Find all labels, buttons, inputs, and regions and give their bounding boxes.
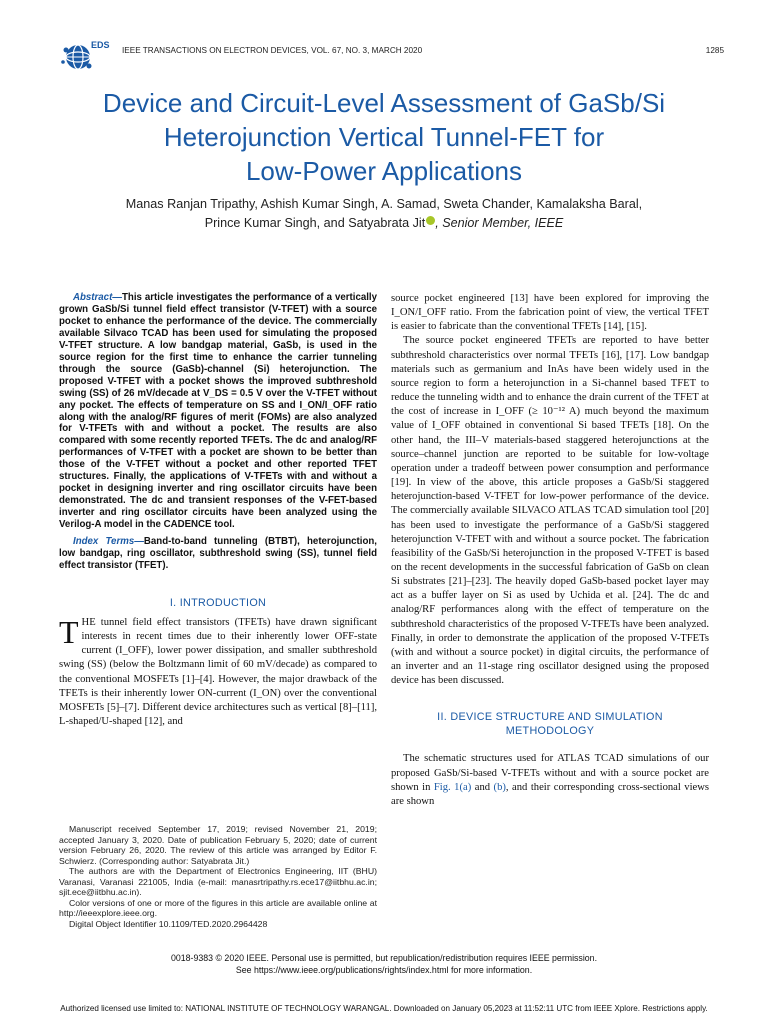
footnote-color: Color versions of one or more of the figures in this article are available online at http://ieeexplore.ieee.org. <box>59 897 377 918</box>
right-paragraph-1: source pocket engineered [13] have been explored for improving the I_ON/I_OFF ratio. From the fabrication point of view, the vertical TFET is easier to fabricate than the conventional TFETs [14], [15]. <box>391 293 709 333</box>
figure-link-1b[interactable]: (b) <box>493 781 506 793</box>
right-column <box>391 292 709 809</box>
authors-line-2 <box>0 214 768 233</box>
paper-title: Device and Circuit-Level Assessment of GaSb/Si Heterojunction Vertical Tunnel-FET for Low-Power Applications <box>102 88 666 186</box>
abstract-text: This article investigates the performance of a vertically grown GaSb/Si tunnel field effect transistor (V-TFET) with a source pocket to enhance the performance of the device. The commercially available Silvaco TCAD has been used for simulating the proposed V-TFET structure. A low bandgap material, GaSb, is used in the source region for the first time to enhance the carrier tunneling through the source (GaSb)-channel (Si) heterojunction. The proposed V-TFET with a pocket shows the improved subthreshold swing (SS) of 26 mV/decade at V_DS = 0.5 V over the V-TFET without any pocket. The effects of temperature on SS and I_ON/I_OFF ratio along with the analog/RF figures of merit (FOMs) are also analyzed for V-TFETs with and without a pocket. The results are also compared with some recently reported TFETs. The dc and analog/RF performances of V-TFET with a pocket are shown to be better than those of the V-TFET without a pocket and other reported TFET structures. Finally, the applications of V-TFETs with and without a pocket in designing inverter and ring oscillator circuits have been demonstrated. The dc and transient responses of the V-FET-based inverter and ring oscillator circuits have been analyzed using the Verilog-A model in the CADENCE tool. <box>59 292 377 531</box>
abstract-lead: Abstract— <box>73 292 122 303</box>
author-list <box>0 195 768 233</box>
index-terms-text: Band-to-band tunneling (BTBT), heterojunction, low bandgap, ring oscillator, subthreshold swing (SS), tunnel field effect transistor (TFET). <box>59 536 377 571</box>
intro-paragraph-text: HE tunnel field effect transistors (TFETs) have drawn significant interests in recent times due to their inherently lower OFF-state current (I_OFF), lower power dissipation, and smaller subthreshold swing (SS) (below the Boltzmann limit of 60 mV/decade) as compared to the conventional MOSFETs [1]–[4]. However, the major drawback of the TFETs is their inherently lower ON-current (I_ON) over the conventional MOSFETs [5]–[7]. Different device architectures such as vertical [8]–[11], L-shaped/U-shaped [12], and <box>59 616 377 728</box>
footnote-doi: Digital Object Identifier 10.1109/TED.2020.2964428 <box>69 918 268 929</box>
copyright-line-2: See https://www.ieee.org/publications/rights/index.html for more information. <box>235 964 533 975</box>
authors-line-1: Manas Ranjan Tripathy, Ashish Kumar Singh, A. Samad, Sweta Chander, Kamalaksha Baral, <box>125 197 643 211</box>
orcid-icon[interactable] <box>426 216 435 225</box>
abstract <box>59 292 377 531</box>
index-terms-lead: Index Terms— <box>73 536 144 548</box>
figure-link-1a[interactable]: Fig. 1(a) <box>433 781 472 793</box>
section-heading-line-2: METHODOLOGY <box>505 725 595 738</box>
copyright-line-1: 0018-9383 © 2020 IEEE. Personal use is permitted, but republication/redistribution requires IEEE permission. <box>170 953 598 963</box>
drop-cap: T <box>59 613 79 650</box>
footnotes <box>59 824 377 929</box>
left-column <box>59 292 377 729</box>
section-heading-introduction: I. INTRODUCTION <box>169 596 267 609</box>
copyright-notice <box>0 953 768 976</box>
p3-start: The schematic structures used for ATLAS TCAD simulations of our proposed GaSb/Si-based V-TFETs without and with a source pocket are shown in <box>391 753 709 793</box>
eds-logo-e: EDS <box>91 40 110 50</box>
section-heading-line-1: II. DEVICE STRUCTURE AND SIMULATION <box>437 711 663 724</box>
page-number: 1285 <box>705 46 724 55</box>
p3-end: , and their corresponding cross-sectional views are shown <box>391 781 710 807</box>
author-membership: , Senior Member, IEEE <box>435 216 564 230</box>
page-header <box>59 38 749 74</box>
eds-logo <box>59 36 119 72</box>
section-heading-device-structure <box>391 710 709 738</box>
right-paragraph-2: The source pocket engineered TFETs are reported to have better subthreshold characteristics over normal TFETs [16], [17]. Low bandgap materials such as germanium and InAs have been widely used in the source region to form a heterojunction in a Si-channel based TFET to reduce the tunneling width and to enhance the drain current of the TFET at the cost of increase in I_OFF (≥ 10⁻¹² A) much beyond the maximum value of I_OFF obtained in conventional Si based TFETs [18]. On the other hand, the III–V materials-based staggered heterojunctions at the source–channel junction are reported to be suitable for low-voltage operation under a tradeoff between power consumption and performance [19]. In view of the above, this article proposes a GaSb/Si staggered heterojunction-based V-TFET for low-power performance of the device. The commercially available SILVACO ATLAS TCAD simulation tool [20] has been used to investigate the performance of a GaSb/Si staggered heterojunction V-TFET with and without a source pocket. The fabrication feasibility of the GaSb/Si heterojunction in the proposed V-TFET is based on the recent developments in the successful fabrication of GaSb on clean Si substrates [21]–[23]. The heavily doped GaSb-based pocket layer may act as a buffer layer on Si as used by Uchida et al. [24]. The dc and analog/RF performances along with the effect of temperature on the subthreshold characteristics of the proposed V-TFETs have been analyzed. Finally, in order to demonstrate the application of the proposed V-TFETs (with and without a source pocket) in digital circuits, the performance of an inverter and an 11-stage ring oscillator designed using the proposed device has been discussed. <box>391 335 709 687</box>
footnote-affiliation: The authors are with the Department of Electronics Engineering, IIT (BHU) Varanasi, Varanasi 221005, India (e-mail: manasrtripathy.rs.ece17@iitbhu.ac.in; sjit.ece@iitbhu.ac.in). <box>59 866 377 897</box>
index-terms <box>59 536 377 572</box>
authorized-use-notice: Authorized licensed use limited to: NATIONAL INSTITUTE OF TECHNOLOGY WARANGAL. Downloaded on January 05,2023 at 11:52:11 UTC from IEEE Xplore. Restrictions apply. <box>60 1004 708 1013</box>
authors-line-2-names: Prince Kumar Singh, and Satyabrata Jit <box>204 216 426 230</box>
p3-mid: and <box>471 781 494 793</box>
journal-header: IEEE TRANSACTIONS ON ELECTRON DEVICES, VOL. 67, NO. 3, MARCH 2020 <box>122 46 423 55</box>
right-paragraph-3 <box>391 752 709 809</box>
intro-paragraph <box>59 613 377 729</box>
footnote-manuscript: Manuscript received September 17, 2019; revised November 21, 2019; accepted January 3, 2020. Date of publication February 5, 2020; date of current version February 26, 2020. The review of this article was arranged by Editor F. Schwierz. (Corresponding author: Satyabrata Jit.) <box>59 824 377 866</box>
